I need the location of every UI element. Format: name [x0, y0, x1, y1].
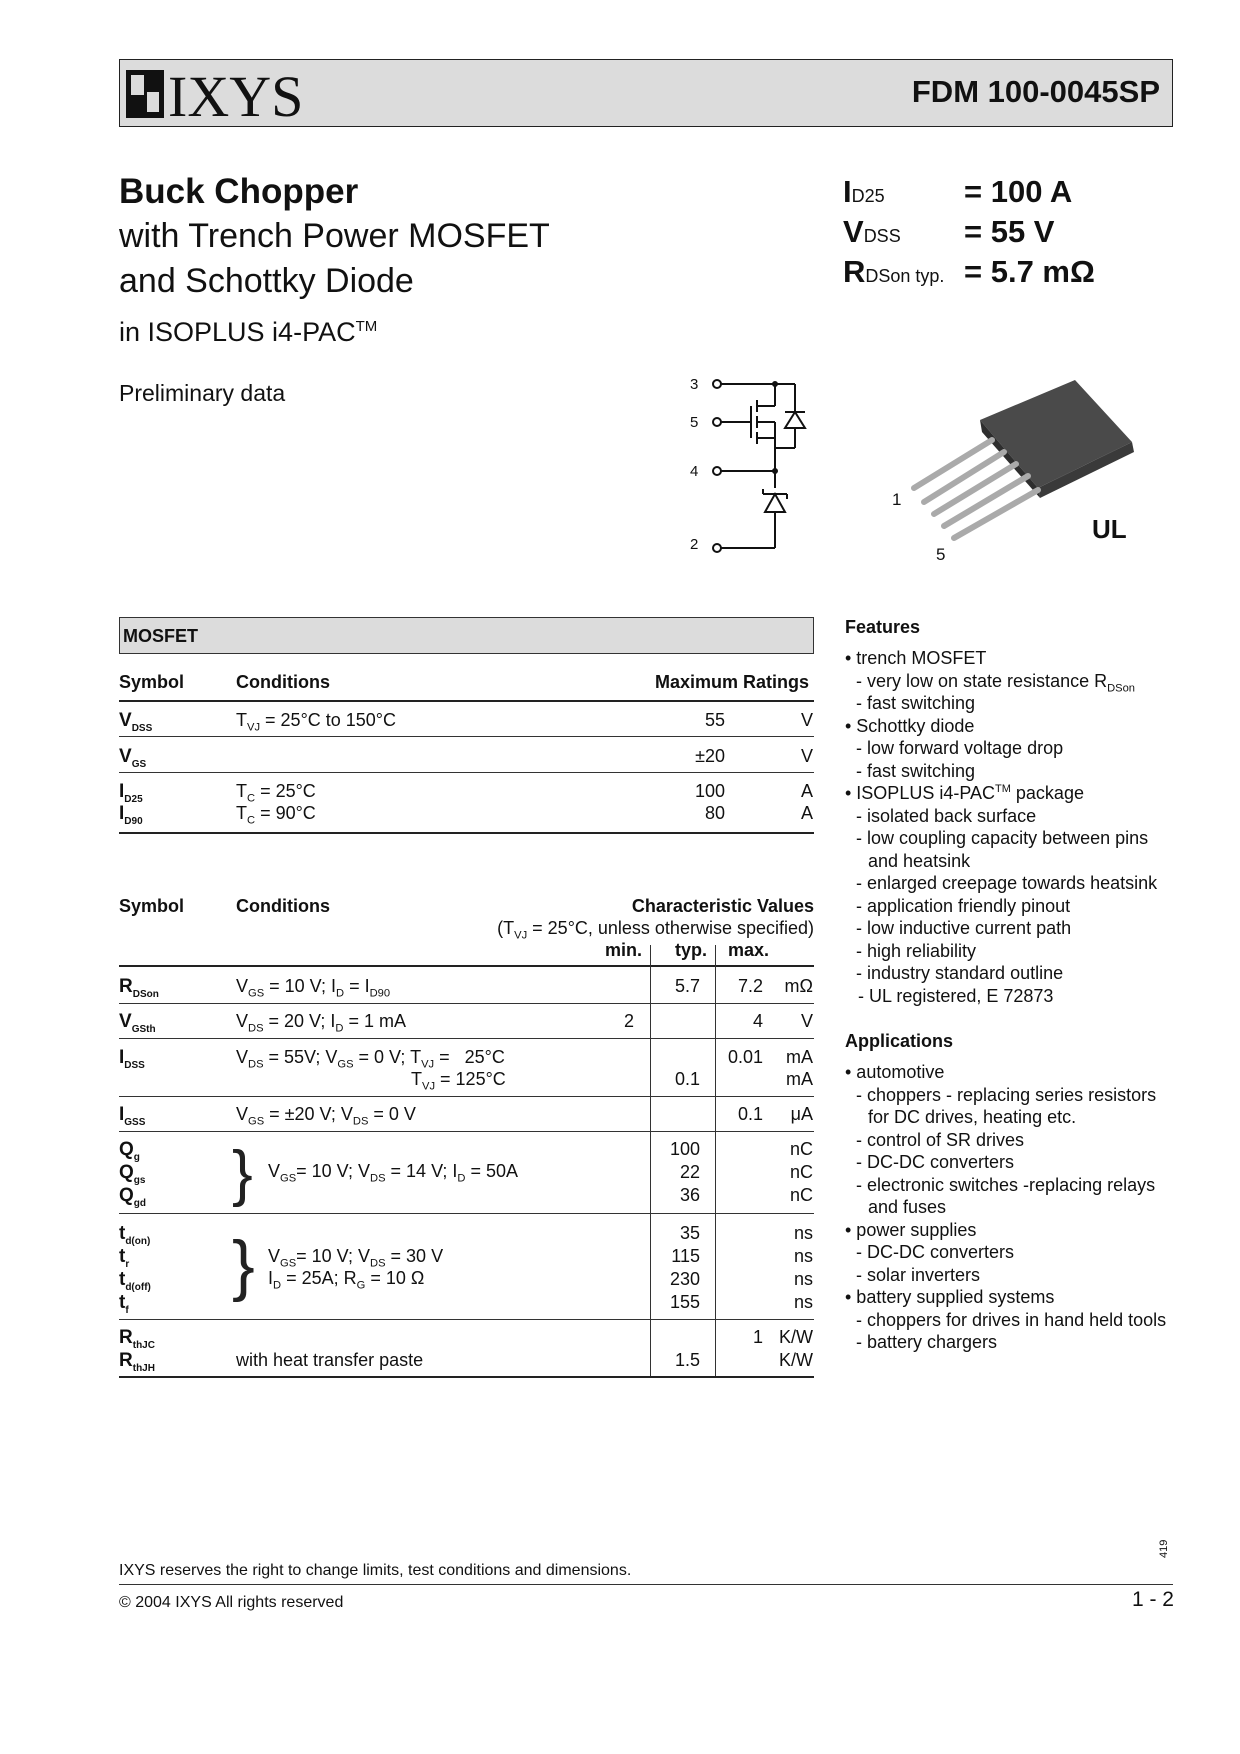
val-vgs: ±20 [695, 746, 725, 766]
sym-idss: $I_{DSS}$ [119, 1047, 145, 1071]
typ-qgs: 22 [679, 1162, 700, 1182]
sym-vgs: $V_{GS}$ [119, 746, 147, 770]
typ-rdson: 5.7 [674, 976, 700, 996]
pin-label: 2 [690, 536, 699, 553]
val-vdss: 55 [704, 710, 725, 730]
feature-item: - enlarged creepage towards heatsink [856, 873, 1158, 893]
feature-item: - low inductive current path [856, 918, 1072, 938]
char-note: ($T_{VJ} = 25^\circ C$, unless otherwise specified) [497, 918, 814, 942]
package-line: in ISOPLUS i4-PAC™ [119, 317, 378, 347]
feature-item: and heatsink [868, 851, 971, 871]
key-rating-vdss: VDSS = 55 V [843, 214, 1055, 249]
ul-mark: UL [1092, 514, 1127, 544]
document-code: 419 [1158, 1539, 1170, 1558]
sym-tdoff: $t_{d(off)}$ [119, 1269, 151, 1293]
cond-q: $V_{GS}= 10$ V; $V_{DS} = 14$ V; $I_D = 50A$ [268, 1161, 519, 1185]
application-item: - electronic switches -replacing relays [856, 1175, 1156, 1195]
package-pin-5: 5 [936, 545, 946, 564]
cond-idss-2: $T_{VJ} = 125^\circ C$ [411, 1069, 506, 1093]
sym-vgsth: $V_{GSth}$ [119, 1011, 156, 1035]
val-id25: 100 [694, 781, 725, 801]
typ-rthjh: 1.5 [674, 1350, 700, 1370]
feature-item: - low coupling capacity between pins [856, 828, 1149, 848]
package-drawing [900, 380, 1140, 560]
title-line-2: with Trench Power MOSFET [119, 217, 550, 255]
unit-vdss: V [800, 710, 813, 730]
typ-tf: 155 [669, 1292, 700, 1312]
application-item: and fuses [868, 1197, 947, 1217]
application-item: • automotive [845, 1062, 945, 1082]
unit-tr: ns [793, 1246, 813, 1266]
unit-qgd: nC [789, 1185, 813, 1205]
typ-tr: 115 [671, 1246, 700, 1266]
unit-rdson: mΩ [784, 976, 813, 996]
unit-id90: A [800, 803, 813, 823]
title-line-3: and Schottky Diode [119, 262, 414, 300]
package-pin-1: 1 [892, 490, 902, 509]
char-col-symbol: Symbol [119, 896, 185, 916]
application-item: - battery chargers [856, 1332, 998, 1352]
brand-text: IXYS [168, 66, 304, 122]
sym-id90: $I_{D90}$ [119, 803, 143, 827]
sym-tdon: $t_{d(on)}$ [119, 1223, 151, 1247]
char-col-conditions: Conditions [236, 896, 330, 916]
feature-item: - fast switching [856, 761, 976, 781]
cond-id90: $T_C = 90^\circ C$ [236, 803, 316, 827]
sym-rthjc: $R_{thJC}$ [119, 1327, 155, 1351]
key-rating-rdson: RDSon typ. = 5.7 mΩ [843, 254, 1095, 289]
application-item: • power supplies [845, 1220, 977, 1240]
unit-tf: ns [793, 1292, 813, 1312]
unit-vgs: V [800, 746, 813, 766]
feature-item: • ISOPLUS i4-PAC™ package [845, 783, 1084, 803]
char-title: Characteristic Values [631, 896, 814, 916]
sym-id25: $I_{D25}$ [119, 781, 143, 805]
max-igss: 0.1 [737, 1104, 763, 1124]
application-item: • battery supplied systems [845, 1287, 1055, 1307]
cond-vgsth: $V_{DS} = 20$ V; $I_D = 1$ mA [236, 1011, 406, 1035]
feature-item: • trench MOSFET [845, 648, 987, 668]
application-item: - choppers for drives in hand held tools [856, 1310, 1167, 1330]
col-typ: typ. [674, 940, 707, 960]
cond-rthjh: with heat transfer paste [236, 1350, 424, 1370]
sym-qg: $Q_g$ [119, 1139, 140, 1163]
col-max: max. [728, 940, 770, 960]
col-min: min. [604, 940, 642, 960]
application-item: - control of SR drives [856, 1130, 1025, 1150]
footer-copyright: © 2004 IXYS All rights reserved [119, 1594, 344, 1611]
unit-qg: nC [789, 1139, 813, 1159]
pin-label: 4 [690, 463, 699, 480]
footer-disclaimer: IXYS reserves the right to change limits, test conditions and dimensions. [119, 1562, 632, 1579]
title-line-1: Buck Chopper [119, 172, 359, 211]
features-title: Features [845, 617, 921, 637]
unit-igss: μA [790, 1104, 813, 1124]
cond-igss: $V_{GS} = \pm 20$ V; $V_{DS} = 0$ V [236, 1104, 416, 1128]
typ-tdoff: 230 [669, 1269, 700, 1289]
sym-rthjh: $R_{thJH}$ [119, 1350, 155, 1374]
unit-rthjc: K/W [779, 1327, 813, 1347]
cond-idss: $V_{DS} = 55V$; $V_{GS} = 0$ V; $T_{VJ} = 25^\circ C$ [236, 1047, 505, 1071]
max-vgsth: 4 [752, 1011, 763, 1031]
brace-t: } [232, 1227, 255, 1303]
cond-id25: $T_C = 25^\circ C$ [236, 781, 316, 805]
sym-vdss: $V_{DSS}$ [119, 710, 153, 734]
typ-qg: 100 [669, 1139, 700, 1159]
typ-tdon: 35 [679, 1223, 700, 1243]
max-rthjc: 1 [752, 1327, 763, 1347]
sym-igss: $I_{GSS}$ [119, 1104, 146, 1128]
cond-t-2: $I_D = 25A$; $R_G = 10$ Ω [268, 1268, 425, 1292]
feature-item: - industry standard outline [856, 963, 1064, 983]
circuit-schematic [705, 370, 815, 560]
application-item: - DC-DC converters [856, 1152, 1015, 1172]
cond-vdss: $T_{VJ} = 25^\circ C$ to 150°C [236, 710, 397, 734]
feature-item: - fast switching [856, 693, 976, 713]
unit-id25: A [800, 781, 813, 801]
feature-item: - isolated back surface [856, 806, 1037, 826]
applications-title: Applications [845, 1031, 954, 1051]
page-number: 1 - 2 [1131, 1588, 1174, 1611]
application-item: - solar inverters [856, 1265, 981, 1285]
col-conditions: Conditions [236, 672, 330, 692]
key-rating-id25: ID25 = 100 A [843, 174, 1073, 209]
sym-qgs: $Q_{gs}$ [119, 1162, 146, 1186]
unit-qgs: nC [789, 1162, 813, 1182]
application-item: - choppers - replacing series resistors [856, 1085, 1157, 1105]
preliminary-label: Preliminary data [119, 380, 286, 406]
pin-label: 3 [690, 376, 699, 393]
sym-qgd: $Q_{gd}$ [119, 1185, 146, 1209]
cond-t-1: $V_{GS}= 10$ V; $V_{DS} = 30$ V [268, 1246, 444, 1270]
pin-label: 5 [690, 414, 699, 431]
feature-item: - very low on state resistance $R_{DSon}$ [856, 671, 1136, 695]
col-max-ratings: Maximum Ratings [654, 672, 809, 692]
feature-item: - high reliability [856, 941, 977, 961]
feature-item: - low forward voltage drop [856, 738, 1064, 758]
max-idss: 0.01 [727, 1047, 763, 1067]
unit-idss-2: mA [786, 1069, 813, 1089]
mosfet-section-title: MOSFET [123, 626, 198, 646]
typ-idss: 0.1 [674, 1069, 700, 1089]
part-number: FDM 100-0045SP [911, 74, 1160, 109]
typ-qgd: 36 [679, 1185, 700, 1205]
unit-vgsth: V [800, 1011, 813, 1031]
unit-tdoff: ns [793, 1269, 813, 1289]
col-symbol: Symbol [119, 672, 185, 692]
application-item: - DC-DC converters [856, 1242, 1015, 1262]
feature-item: - application friendly pinout [856, 896, 1071, 916]
feature-item: • Schottky diode [845, 716, 975, 736]
val-id90: 80 [704, 803, 725, 823]
feature-item: - UL registered, E 72873 [858, 986, 1054, 1006]
unit-tdon: ns [793, 1223, 813, 1243]
unit-rthjh: K/W [779, 1350, 813, 1370]
sym-tr: $t_r$ [119, 1246, 130, 1270]
brace-q: } [232, 1139, 253, 1208]
sym-rdson: $R_{DSon}$ [119, 976, 159, 1000]
unit-idss-1: mA [786, 1047, 813, 1067]
cond-rdson: $V_{GS} = 10$ V; $I_D = I_{D90}$ [236, 976, 391, 1000]
application-item: for DC drives, heating etc. [868, 1107, 1077, 1127]
sym-tf: $t_f$ [119, 1292, 129, 1316]
mosfet-section-bar [119, 617, 814, 654]
max-rdson: 7.2 [737, 976, 763, 996]
min-vgsth: 2 [623, 1011, 634, 1031]
ixys-logo [126, 66, 346, 122]
